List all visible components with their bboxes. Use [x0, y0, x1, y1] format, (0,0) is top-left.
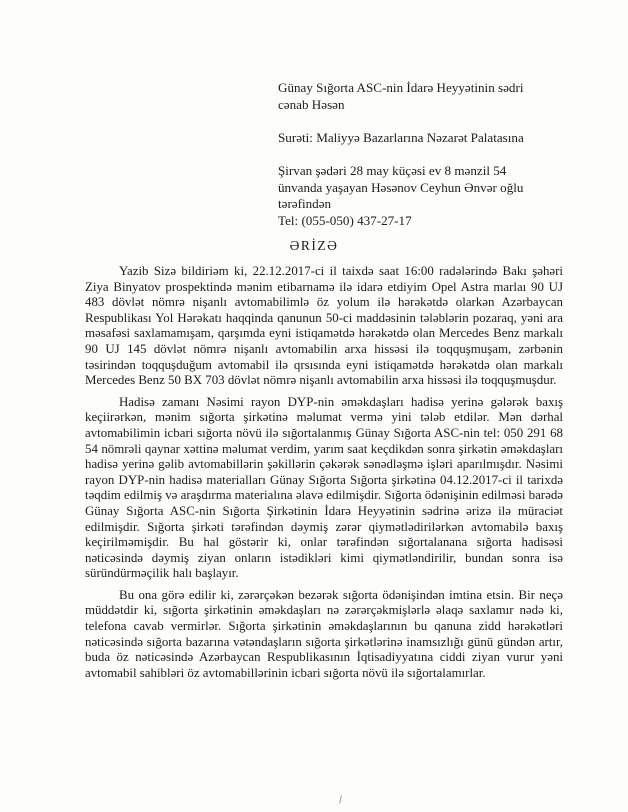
recipient-line: Günay Sığorta ASC-nin İdarə Heyyətinin sədri: [278, 80, 524, 95]
body-paragraph: Yazib Sizə bildiriəm ki, 22.12.2017-ci il taixdə saat 16:00 radələrində Bakı şəhəri Ziya Binyatov prospektində mənim etibarnamə ilə idarə etdiyim Opel Astra marlaı 90 UJ 483 dövlət nömrə nişanlı avtomabilimlə öz yolum ilə hərəkətdə olarkən Azərbaycan Respublikası Yol Hərəkatı haqqinda qanunun 50-ci maddəsinin tələblərin pozaraq, yəni ara məsafəsi saxlamamışam, qarşımda eyni istiqamətdə hərəkətdə olan Mercedes Benz markalı 90 UJ 145 dövlət nömrə nişanlı avtomabilin arxa hissəsi ilə toqquşmuşam, zərbənin təsirindən toqquşduğum avtomabil ilə qrsısında eyni istiqamətdə hərəkətdə olan markalı Mercedes Benz 50 BX 703 dövlət nömrə nişanlı avtomabilin arxa hissəsi ilə toqquşmuşdur.: [85, 264, 563, 388]
sender-by-line: tərəfindən: [278, 196, 332, 212]
sender-phone: Tel: (055-050) 437-27-17: [278, 212, 412, 228]
scan-mark: [339, 796, 346, 805]
address-spacer: [278, 146, 598, 163]
address-block: [278, 80, 598, 229]
body-paragraph: Bu ona görə edilir ki, zərərçəkən bezərək sığorta ödənişindən imtina etsin. Bir neçə müddətdir ki, sığorta şirkətinin əməkdaşları nə zərərçəkmişlərlə əlaqə saxlamır nədə ki, telefona cavab vermirlər. Sığorta şirkətinin əməkdaşlarının bu qanuna zidd hərəkətləri nəticəsində sığorta bazarına vətəndaşların sığorta şirkətlərinə inamsızlığı günü gündən artır, buda öz nəticəsində Azərbaycan Respublikasının İqtisadiyyatına ciddi ziyan vurur yəni avtomabil sahibləri öz avtomabillərinin icbari sığorta növü ilə sığortalamırlar.: [85, 587, 563, 680]
sender-name-line: ünvanda yaşayan Həsənov Ceyhun Ənvər oğlu: [278, 179, 524, 195]
sender-address-line: Şirvan şədəri 28 may küçəsi ev 8 mənzil 54: [278, 162, 507, 178]
copy-to-line: Surəti: Maliyyə Bazarlarına Nəzarət Palatasına: [278, 129, 524, 145]
recipient-name-line: cənab Həsən: [278, 96, 345, 112]
document-title: ƏRİZƏ: [289, 238, 339, 253]
address-spacer: [278, 113, 598, 130]
document-body: [85, 264, 563, 681]
body-paragraph: Hadisə zamanı Nəsimi rayon DYP-nin əməkdaşları hadisə yerinə gələrək baxış keçiirərkən, mənim sığorta şirkətinə məlumat vermə yini tələb etdilər. Mən dərhal avtomabilimin icbari sığorta növü ilə sığortalanmış Günay Sığorta ASC-nin tel: 050 291 68 54 nömrəli qaynar xəttinə məlumat verdim, yarım saat keçdikdən sonra şirkətin əməkdaşları hadisə yerinə gəlib avtomabillərin şəkillərin çəkərək sənədləşmə işləri aparılmışdır. Nəsimi rayon DYP-nin hadisə materialları Günay Sığorta Sığorta şirkətinə 04.12.2017-ci il tarixdə təqdim edilmiş və araşdırma materialına əlavə edilmişdir. Sığorta ödənişinin edilməsi barədə Günay Sığorta ASC-nin Sığorta Şirkətinin İdarə Heyyətinin sədrinə ərizə ilə müraciət edilmişdir. Sığorta şirkəti tərəfindən dəymiş zərər qiymətlədirilərkən avtomabilə baxış keçirilməmişdir. Bu hal göstərir ki, onlar tərəfindən sığortalanana sığorta hadisəsi nəticəsində dəymiş ziyan onların istədikləri kimi qiymətləndirilir, bundan sonra isə süründürməçilik halı başlayır.: [85, 394, 563, 581]
